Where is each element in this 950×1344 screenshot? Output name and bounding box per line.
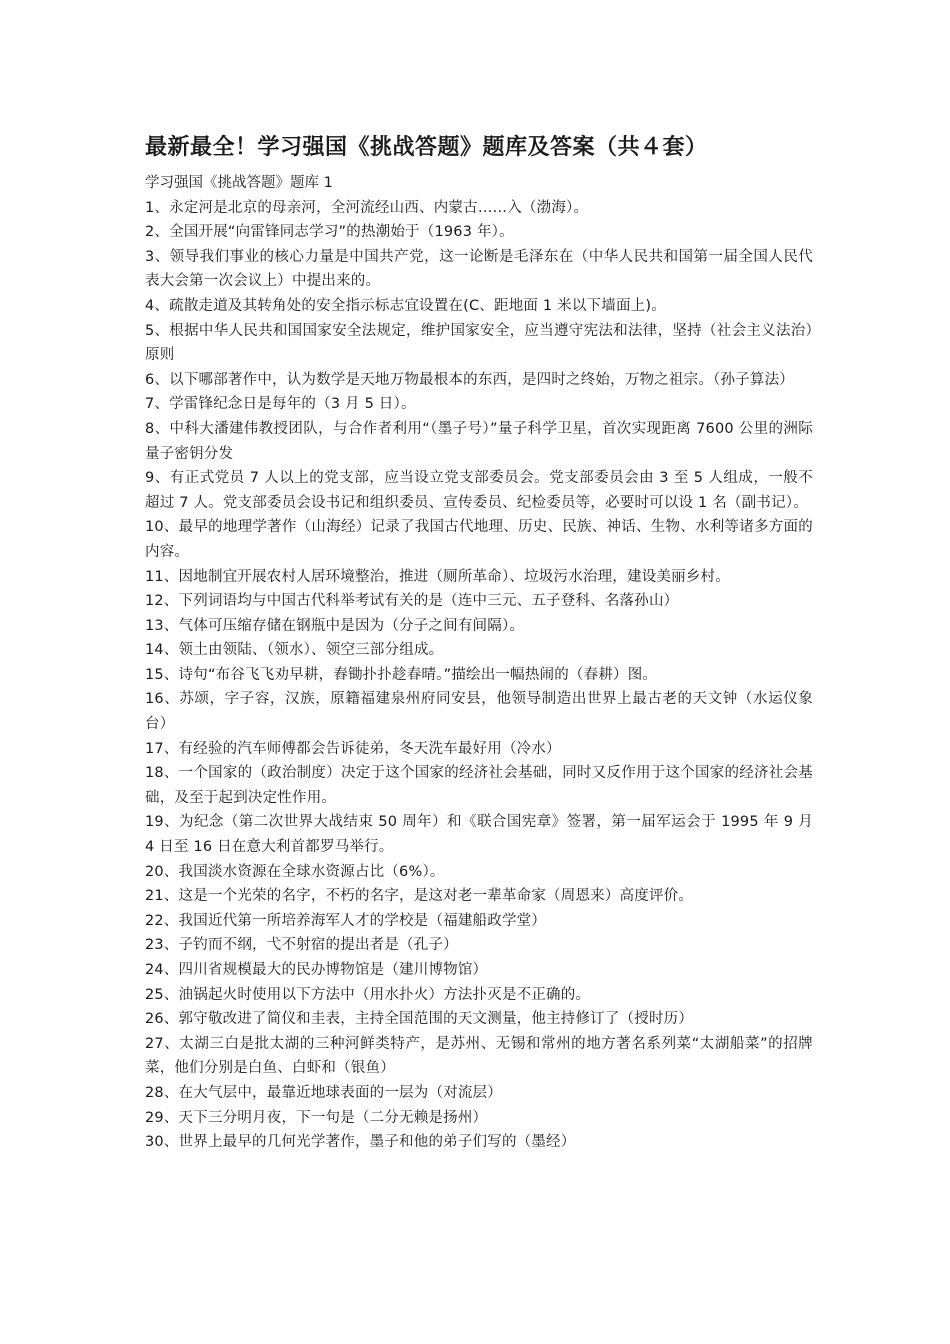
- question-item: 10、最早的地理学著作（山海经）记录了我国古代地理、历史、民族、神话、生物、水利等诸多方面的内容。: [145, 519, 813, 560]
- question-item: 7、学雷锋纪念日是每年的（3 月 5 日）。: [145, 396, 416, 413]
- question-item: 21、这是一个光荣的名字，不朽的名字，是这对老一辈革命家（周恩来）高度评价。: [145, 888, 694, 905]
- question-item: 27、太湖三白是批太湖的三种河鲜类特产，是苏州、无锡和常州的地方著名系列菜“太湖船菜”的招牌菜，他们分别是白鱼、白虾和（银鱼）: [145, 1035, 813, 1077]
- question-item: 23、子钓而不纲，弋不射宿的提出者是（孔子）: [145, 937, 458, 954]
- question-item: 22、我国近代第一所培养海军人才的学校是（福建船政学堂）: [145, 912, 547, 929]
- document-page: [145, 128, 813, 1155]
- question-item: 29、天下三分明月夜，下一句是（二分无赖是扬州）: [145, 1109, 488, 1126]
- question-item: 19、为纪念（第二次世界大战结束 50 周年）和《联合国宪章》签署，第一届军运会于 1995 年 9 月 4 日至 16 日在意大利首都罗马举行。: [145, 814, 813, 856]
- question-item: 15、诗句“布谷飞飞劝早耕，舂锄扑扑趁春晴。”描绘出一幅热闹的（春耕）图。: [145, 666, 658, 683]
- question-item: 9、有正式党员 7 人以上的党支部，应当设立党支部委员会。党支部委员会由 3 至 5 人组成，一般不超过 7 人。党支部委员会设书记和组织委员、宣传委员、纪检委员等，必要时可以设 1 名（副书记）。: [145, 470, 813, 511]
- question-item: 12、下列词语均与中国古代科举考试有关的是（连中三元、五子登科、名落孙山）: [145, 593, 679, 610]
- question-item: 17、有经验的汽车师傅都会告诉徒弟，冬天洗车最好用（冷水）: [145, 740, 561, 757]
- question-item: 6、以下哪部著作中，认为数学是天地万物最根本的东西，是四时之终始，万物之祖宗。（孙子算法）: [145, 371, 794, 388]
- document-title: 最新最全！学习强国《挑战答题》题库及答案（共４套）: [145, 135, 708, 160]
- question-item: 2、全国开展“向雷锋同志学习”的热潮始于（1963 年）。: [145, 224, 514, 241]
- question-list: [145, 196, 813, 1155]
- question-item: 14、领土由领陆、（领水）、领空三部分组成。: [145, 642, 444, 659]
- document-subtitle: 学习强国《挑战答题》题库 1: [145, 175, 333, 191]
- question-item: 13、气体可压缩存储在钢瓶中是因为（分子之间有间隔）。: [145, 617, 525, 634]
- question-item: 11、因地制宜开展农村人居环境整治，推进（厕所革命）、垃圾污水治理，建设美丽乡村。: [145, 568, 730, 585]
- question-item: 8、中科大潘建伟教授团队，与合作者利用“（墨子号）”量子科学卫星，首次实现距离 7600 公里的洲际量子密钥分发: [145, 420, 813, 462]
- question-item: 4、疏散走道及其转角处的安全指示标志宜设置在(C、距地面 1 米以下墙面上)。: [145, 297, 666, 314]
- question-item: 3、领导我们事业的核心力量是中国共产党，这一论断是毛泽东在（中华人民共和国第一届全国人民代表大会第一次会议上）中提出来的。: [145, 248, 813, 290]
- question-item: 20、我国淡水资源在全球水资源占比（6%）。: [145, 863, 445, 880]
- question-item: 25、油锅起火时使用以下方法中（用水扑火）方法扑灭是不正确的。: [145, 986, 591, 1003]
- question-item: 28、在大气层中，最靠近地球表面的一层为（对流层）: [145, 1084, 502, 1101]
- question-item: 18、一个国家的（政治制度）决定于这个国家的经济社会基础，同时又反作用于这个国家的经济社会基础，及至于起到决定性作用。: [145, 765, 813, 806]
- question-item: 16、苏颂，字子容，汉族，原籍福建泉州府同安县，他领导制造出世界上最古老的天文钟（水运仪象台）: [145, 691, 813, 733]
- question-item: 30、世界上最早的几何光学著作，墨子和他的弟子们写的（墨经）: [145, 1134, 576, 1151]
- question-item: 26、郭守敬改进了简仪和圭表，主持全国范围的天文测量，他主持修订了（授时历）: [145, 1011, 694, 1028]
- question-item: 1、永定河是北京的母亲河，全河流经山西、内蒙古……入（渤海）。: [145, 199, 589, 216]
- question-item: 5、根据中华人民共和国国家安全法规定，维护国家安全，应当遵守宪法和法律，坚持（社会主义法治）原则: [145, 322, 813, 364]
- question-item: 24、四川省规模最大的民办博物馆是（建川博物馆）: [145, 962, 488, 978]
